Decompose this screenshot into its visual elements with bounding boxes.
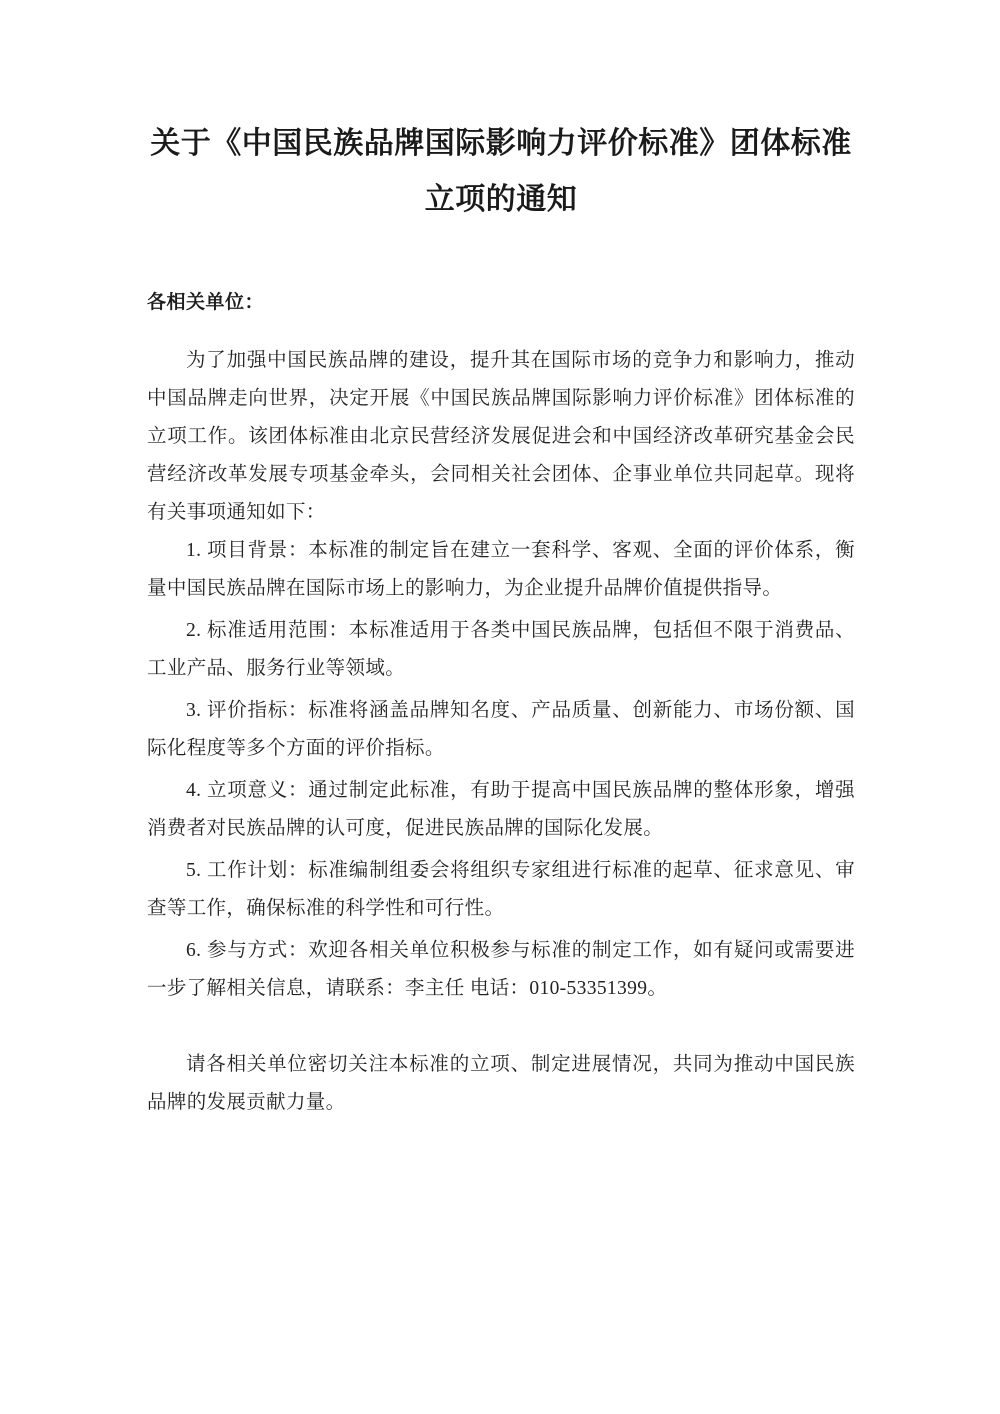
list-item: 3. 评价指标：标准将涵盖品牌知名度、产品质量、创新能力、市场份额、国际化程度等多个方面的评价指标。 xyxy=(147,700,855,759)
list-item: 5. 工作计划：标准编制组委会将组织专家组进行标准的起草、征求意见、审查等工作，确保标准的科学性和可行性。 xyxy=(147,860,855,919)
list-item: 4. 立项意义：通过制定此标准，有助于提高中国民族品牌的整体形象，增强消费者对民族品牌的认可度，促进民族品牌的国际化发展。 xyxy=(147,780,855,839)
salutation: 各相关单位： xyxy=(147,292,265,313)
page-title-line-1: 关于《中国民族品牌国际影响力评价标准》团体标准 xyxy=(150,127,852,160)
closing-paragraph: 请各相关单位密切关注本标准的立项、制定进展情况，共同为推动中国民族品牌的发展贡献力量。 xyxy=(147,1054,855,1113)
document-body xyxy=(147,320,855,1122)
page-title-line-2: 立项的通知 xyxy=(424,183,578,216)
list-item: 6. 参与方式：欢迎各相关单位积极参与标准的制定工作，如有疑问或需要进一步了解相关信息，请联系：李主任 电话：010-53351399。 xyxy=(147,940,855,999)
list-item: 1. 项目背景：本标准的制定旨在建立一套科学、客观、全面的评价体系，衡量中国民族品牌在国际市场上的影响力，为企业提升品牌价值提供指导。 xyxy=(147,540,855,599)
page-title xyxy=(147,0,855,228)
intro-paragraph: 为了加强中国民族品牌的建设，提升其在国际市场的竞争力和影响力，推动中国品牌走向世界，决定开展《中国民族品牌国际影响力评价标准》团体标准的立项工作。该团体标准由北京民营经济发展促进会和中国经济改革研究基金会民营经济改革发展专项基金牵头，会同相关社会团体、企事业单位共同起草。现将有关事项通知如下： xyxy=(147,350,855,523)
document-content xyxy=(147,0,855,1122)
list-item: 2. 标准适用范围：本标准适用于各类中国民族品牌，包括但不限于消费品、工业产品、服务行业等领域。 xyxy=(147,620,855,679)
